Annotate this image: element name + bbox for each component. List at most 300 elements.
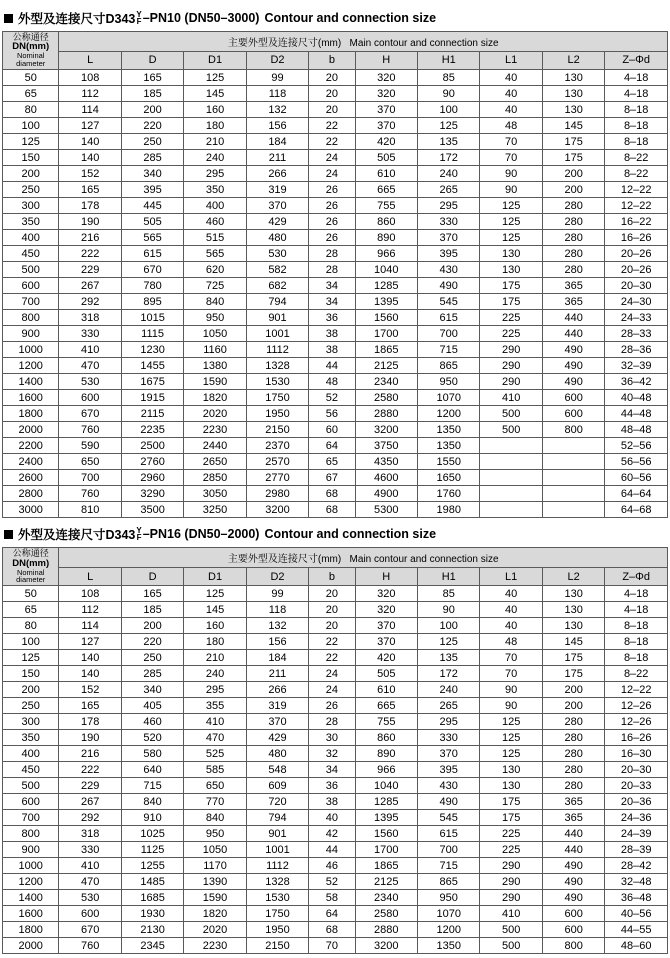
cell-value: 650	[184, 778, 246, 794]
cell-value: 1285	[355, 794, 417, 810]
cell-value: 266	[246, 682, 308, 698]
cell-value: 280	[542, 730, 604, 746]
col-header-L: L	[59, 567, 121, 586]
cell-value: 125	[184, 586, 246, 602]
cell-value: 2760	[121, 454, 183, 470]
square-bullet-icon	[4, 530, 13, 539]
title-en: Contour and connection size	[264, 11, 437, 25]
cell-value: 165	[121, 70, 183, 86]
table-header-row-top	[3, 32, 668, 52]
cell-value: 34	[309, 278, 355, 294]
col-header-D2: D2	[246, 567, 308, 586]
cell-value: 505	[355, 666, 417, 682]
cell-dn: 150	[3, 666, 59, 682]
cell-value: 490	[542, 890, 604, 906]
table-row	[3, 666, 668, 682]
cell-value: 20	[309, 70, 355, 86]
cell-value: 3050	[184, 486, 246, 502]
cell-value: 2570	[246, 454, 308, 470]
cell-value: 280	[542, 198, 604, 214]
table-header-row-top	[3, 548, 668, 568]
cell-value: 56	[309, 406, 355, 422]
cell-value: 90	[418, 602, 480, 618]
cell-value	[542, 470, 604, 486]
cell-dn: 1200	[3, 874, 59, 890]
table-row	[3, 246, 668, 262]
cell-value: 165	[121, 586, 183, 602]
header-main-cn: 主要外型及连接尺寸(mm)	[227, 37, 342, 49]
cell-value: 100	[418, 618, 480, 634]
cell-value: 682	[246, 278, 308, 294]
cell-value: 2340	[355, 374, 417, 390]
cell-value: 36	[309, 778, 355, 794]
cell-value: 1380	[184, 358, 246, 374]
cell-dn: 350	[3, 214, 59, 230]
cell-value: 565	[184, 246, 246, 262]
cell-value: 670	[59, 406, 121, 422]
cell-value: 2770	[246, 470, 308, 486]
cell-value: 5300	[355, 502, 417, 518]
cell-value: 175	[542, 650, 604, 666]
cell-value: 90	[480, 182, 542, 198]
col-header-L2: L2	[542, 567, 604, 586]
table-row	[3, 390, 668, 406]
dimension-table-pn10	[2, 31, 668, 518]
cell-value: 152	[59, 166, 121, 182]
col-header-Zd: Z–Φd	[605, 567, 668, 586]
cell-value: 2125	[355, 874, 417, 890]
cell-dn: 1800	[3, 406, 59, 422]
cell-value: 68	[309, 486, 355, 502]
col-header-b: b	[309, 51, 355, 70]
cell-value: 85	[418, 586, 480, 602]
cell-dn: 700	[3, 810, 59, 826]
cell-dn: 1000	[3, 858, 59, 874]
cell-value: 600	[542, 906, 604, 922]
cell-value: 3250	[184, 502, 246, 518]
table-row	[3, 794, 668, 810]
cell-value: 600	[542, 406, 604, 422]
cell-value: 4–18	[605, 586, 668, 602]
table-row	[3, 746, 668, 762]
table-row	[3, 906, 668, 922]
cell-dn: 2200	[3, 438, 59, 454]
table-row	[3, 922, 668, 938]
cell-value: 125	[480, 198, 542, 214]
cell-dn: 900	[3, 326, 59, 342]
cell-value: 410	[59, 858, 121, 874]
cell-dn: 300	[3, 714, 59, 730]
cell-value: 1590	[184, 374, 246, 390]
cell-value: 395	[121, 182, 183, 198]
cell-value: 200	[121, 618, 183, 634]
cell-value: 800	[542, 938, 604, 954]
cell-value: 216	[59, 230, 121, 246]
cell-value: 530	[59, 374, 121, 390]
cell-dn: 125	[3, 650, 59, 666]
cell-value: 12–26	[605, 714, 668, 730]
cell-value: 320	[355, 86, 417, 102]
table-row	[3, 86, 668, 102]
cell-value: 20	[309, 86, 355, 102]
cell-dn: 1600	[3, 906, 59, 922]
cell-value: 40–48	[605, 390, 668, 406]
cell-dn: 450	[3, 246, 59, 262]
cell-value: 460	[121, 714, 183, 730]
cell-value: 165	[59, 182, 121, 198]
table-header-row-cols	[3, 51, 668, 70]
cell-value: 68	[309, 922, 355, 938]
cell-value: 26	[309, 214, 355, 230]
cell-value: 290	[480, 358, 542, 374]
cell-value: 90	[480, 682, 542, 698]
cell-value: 240	[184, 150, 246, 166]
cell-value: 190	[59, 730, 121, 746]
cell-value: 490	[542, 874, 604, 890]
cell-value: 430	[418, 778, 480, 794]
cell-value: 30	[309, 730, 355, 746]
cell-value: 200	[542, 182, 604, 198]
table-row	[3, 358, 668, 374]
cell-value: 2230	[184, 938, 246, 954]
cell-value: 1070	[418, 906, 480, 922]
cell-value: 1485	[121, 874, 183, 890]
cell-value: 48	[480, 118, 542, 134]
cell-value: 565	[121, 230, 183, 246]
cell-value: 700	[59, 470, 121, 486]
header-dn-mid: DN(mm)	[12, 557, 50, 569]
cell-value: 48–60	[605, 938, 668, 954]
table-row	[3, 618, 668, 634]
cell-value: 1455	[121, 358, 183, 374]
cell-value: 609	[246, 778, 308, 794]
cell-value: 140	[59, 666, 121, 682]
cell-value: 216	[59, 746, 121, 762]
cell-value: 292	[59, 810, 121, 826]
cell-value: 70	[309, 938, 355, 954]
cell-value: 3290	[121, 486, 183, 502]
cell-value: 670	[59, 922, 121, 938]
cell-value: 1255	[121, 858, 183, 874]
cell-value: 2020	[184, 922, 246, 938]
cell-value: 370	[355, 634, 417, 650]
cell-value: 1125	[121, 842, 183, 858]
cell-value: 28	[309, 246, 355, 262]
cell-value: 585	[184, 762, 246, 778]
cell-value: 950	[418, 890, 480, 906]
cell-value: 65	[309, 454, 355, 470]
table-head-pn10	[3, 32, 668, 70]
cell-value: 420	[355, 134, 417, 150]
cell-value: 319	[246, 182, 308, 198]
cell-value: 225	[480, 826, 542, 842]
cell-value: 44–55	[605, 922, 668, 938]
cell-value: 130	[542, 86, 604, 102]
header-dn-en: Nominal diameter	[16, 567, 46, 585]
cell-value: 1950	[246, 406, 308, 422]
cell-dn: 500	[3, 262, 59, 278]
cell-value: 24–36	[605, 810, 668, 826]
cell-value: 130	[542, 602, 604, 618]
cell-value: 620	[184, 262, 246, 278]
cell-value: 52	[309, 874, 355, 890]
cell-value: 890	[355, 746, 417, 762]
cell-value: 99	[246, 586, 308, 602]
cell-value: 40	[480, 586, 542, 602]
cell-value: 950	[184, 826, 246, 842]
cell-value: 1050	[184, 326, 246, 342]
table-row	[3, 278, 668, 294]
cell-value: 36–42	[605, 374, 668, 390]
cell-value: 210	[184, 134, 246, 150]
cell-value: 480	[246, 230, 308, 246]
cell-value: 132	[246, 618, 308, 634]
header-main-cn: 主要外型及连接尺寸(mm)	[227, 553, 342, 565]
table-row	[3, 810, 668, 826]
cell-value: 440	[542, 842, 604, 858]
cell-value: 440	[542, 826, 604, 842]
cell-value: 1760	[418, 486, 480, 502]
table-row	[3, 586, 668, 602]
cell-value: 64–64	[605, 486, 668, 502]
cell-value: 290	[480, 874, 542, 890]
cell-dn: 500	[3, 778, 59, 794]
cell-value: 40	[309, 810, 355, 826]
cell-value: 910	[121, 810, 183, 826]
cell-value: 24	[309, 666, 355, 682]
cell-value: 28–42	[605, 858, 668, 874]
table-body-pn10	[3, 70, 668, 518]
cell-value: 90	[480, 698, 542, 714]
cell-value: 2020	[184, 406, 246, 422]
cell-value: 130	[542, 618, 604, 634]
table-row	[3, 198, 668, 214]
cell-value: 410	[59, 342, 121, 358]
cell-value: 132	[246, 102, 308, 118]
square-bullet-icon	[4, 14, 13, 23]
cell-value: 280	[542, 714, 604, 730]
cell-value: 340	[121, 166, 183, 182]
cell-dn: 1400	[3, 374, 59, 390]
cell-value: 3200	[355, 422, 417, 438]
title-cn-post: –PN16 (DN50–2000)	[142, 527, 260, 542]
cell-value: 2500	[121, 438, 183, 454]
cell-value: 2980	[246, 486, 308, 502]
table-row	[3, 294, 668, 310]
cell-value: 46	[309, 858, 355, 874]
table-row	[3, 406, 668, 422]
cell-dn: 1200	[3, 358, 59, 374]
cell-value: 2580	[355, 390, 417, 406]
title-cn-pre: 外型及连接尺寸D343	[18, 12, 136, 26]
cell-value: 1395	[355, 810, 417, 826]
cell-value: 715	[418, 858, 480, 874]
cell-value: 285	[121, 666, 183, 682]
table-row	[3, 602, 668, 618]
cell-value: 725	[184, 278, 246, 294]
cell-value: 172	[418, 666, 480, 682]
cell-value: 1200	[418, 406, 480, 422]
cell-value: 760	[59, 422, 121, 438]
col-header-H: H	[355, 51, 417, 70]
cell-value: 152	[59, 682, 121, 698]
cell-value: 1025	[121, 826, 183, 842]
cell-value: 545	[418, 294, 480, 310]
cell-value: 548	[246, 762, 308, 778]
cell-value: 2850	[184, 470, 246, 486]
cell-value: 8–22	[605, 666, 668, 682]
cell-value: 178	[59, 198, 121, 214]
cell-value: 160	[184, 102, 246, 118]
table-row	[3, 326, 668, 342]
table-row	[3, 874, 668, 890]
cell-value: 280	[542, 246, 604, 262]
cell-value: 490	[542, 358, 604, 374]
cell-value: 1530	[246, 890, 308, 906]
cell-dn: 400	[3, 746, 59, 762]
cell-value: 40	[480, 102, 542, 118]
cell-dn: 65	[3, 602, 59, 618]
cell-dn: 50	[3, 70, 59, 86]
table-row	[3, 890, 668, 906]
cell-value: 175	[480, 810, 542, 826]
cell-value: 295	[184, 166, 246, 182]
cell-value: 200	[542, 698, 604, 714]
cell-value: 1115	[121, 326, 183, 342]
cell-value: 48	[309, 374, 355, 390]
cell-value: 490	[542, 342, 604, 358]
cell-value: 2370	[246, 438, 308, 454]
cell-value: 470	[59, 874, 121, 890]
cell-value: 114	[59, 102, 121, 118]
cell-dn: 80	[3, 102, 59, 118]
cell-value: 810	[59, 502, 121, 518]
cell-value: 22	[309, 134, 355, 150]
cell-value: 40	[480, 70, 542, 86]
cell-value: 20	[309, 618, 355, 634]
cell-value: 2580	[355, 906, 417, 922]
cell-value: 1001	[246, 842, 308, 858]
cell-value: 1040	[355, 778, 417, 794]
header-main-en: Main contour and connection size	[349, 553, 499, 565]
cell-value: 60	[309, 422, 355, 438]
cell-value: 114	[59, 618, 121, 634]
cell-value: 515	[184, 230, 246, 246]
cell-value: 32	[309, 746, 355, 762]
cell-value: 330	[59, 842, 121, 858]
cell-value: 135	[418, 650, 480, 666]
cell-value: 24	[309, 150, 355, 166]
cell-value: 430	[418, 262, 480, 278]
cell-value: 26	[309, 198, 355, 214]
cell-value: 130	[480, 762, 542, 778]
cell-value: 2340	[355, 890, 417, 906]
header-main-en: Main contour and connection size	[349, 37, 499, 49]
cell-value: 1980	[418, 502, 480, 518]
cell-value: 365	[542, 810, 604, 826]
cell-value: 650	[59, 454, 121, 470]
col-header-D2: D2	[246, 51, 308, 70]
title-fraction	[136, 528, 141, 542]
header-main-dims	[59, 32, 668, 52]
cell-value: 125	[480, 214, 542, 230]
cell-value: 4–18	[605, 602, 668, 618]
col-header-b: b	[309, 567, 355, 586]
cell-value: 222	[59, 246, 121, 262]
cell-value: 140	[59, 150, 121, 166]
table-row	[3, 938, 668, 954]
title-cn-pre: 外型及连接尺寸D343	[18, 528, 136, 543]
cell-value: 40	[480, 602, 542, 618]
table-head-pn16	[3, 548, 668, 586]
table-row	[3, 262, 668, 278]
section-pn10	[0, 6, 670, 518]
cell-value: 530	[246, 246, 308, 262]
cell-value: 240	[418, 682, 480, 698]
cell-value: 370	[418, 746, 480, 762]
cell-value: 145	[542, 118, 604, 134]
cell-value: 127	[59, 634, 121, 650]
cell-value: 615	[418, 310, 480, 326]
cell-value: 125	[480, 746, 542, 762]
cell-value: 1700	[355, 326, 417, 342]
cell-value	[542, 454, 604, 470]
table-row	[3, 826, 668, 842]
cell-dn: 2600	[3, 470, 59, 486]
cell-value: 2150	[246, 422, 308, 438]
cell-value: 370	[246, 714, 308, 730]
cell-value: 38	[309, 794, 355, 810]
cell-value: 32–39	[605, 358, 668, 374]
cell-value: 8–18	[605, 634, 668, 650]
cell-value: 615	[121, 246, 183, 262]
title-fraction-denominator: F	[136, 533, 142, 543]
cell-value: 860	[355, 730, 417, 746]
cell-value: 1328	[246, 358, 308, 374]
cell-dn: 3000	[3, 502, 59, 518]
title-fraction-numerator: Y	[136, 526, 142, 536]
cell-value: 240	[184, 666, 246, 682]
cell-value: 760	[59, 938, 121, 954]
cell-value: 1112	[246, 858, 308, 874]
cell-value: 225	[480, 310, 542, 326]
cell-value: 490	[542, 858, 604, 874]
cell-dn: 150	[3, 150, 59, 166]
cell-value: 490	[542, 374, 604, 390]
cell-value: 1390	[184, 874, 246, 890]
cell-value: 22	[309, 118, 355, 134]
cell-value: 4–18	[605, 70, 668, 86]
cell-value: 665	[355, 698, 417, 714]
col-header-L: L	[59, 51, 121, 70]
table-row	[3, 650, 668, 666]
cell-value: 40	[480, 618, 542, 634]
cell-value: 1560	[355, 310, 417, 326]
cell-value	[480, 486, 542, 502]
cell-value: 320	[355, 602, 417, 618]
cell-value: 8–18	[605, 102, 668, 118]
cell-value: 410	[184, 714, 246, 730]
cell-value: 38	[309, 342, 355, 358]
cell-value: 112	[59, 86, 121, 102]
cell-value: 1590	[184, 890, 246, 906]
title-cn-post: –PN10 (DN50–3000)	[142, 11, 260, 25]
cell-value: 1170	[184, 858, 246, 874]
cell-value: 400	[184, 198, 246, 214]
header-main-dims	[59, 548, 668, 568]
cell-value: 1930	[121, 906, 183, 922]
cell-value: 145	[184, 86, 246, 102]
